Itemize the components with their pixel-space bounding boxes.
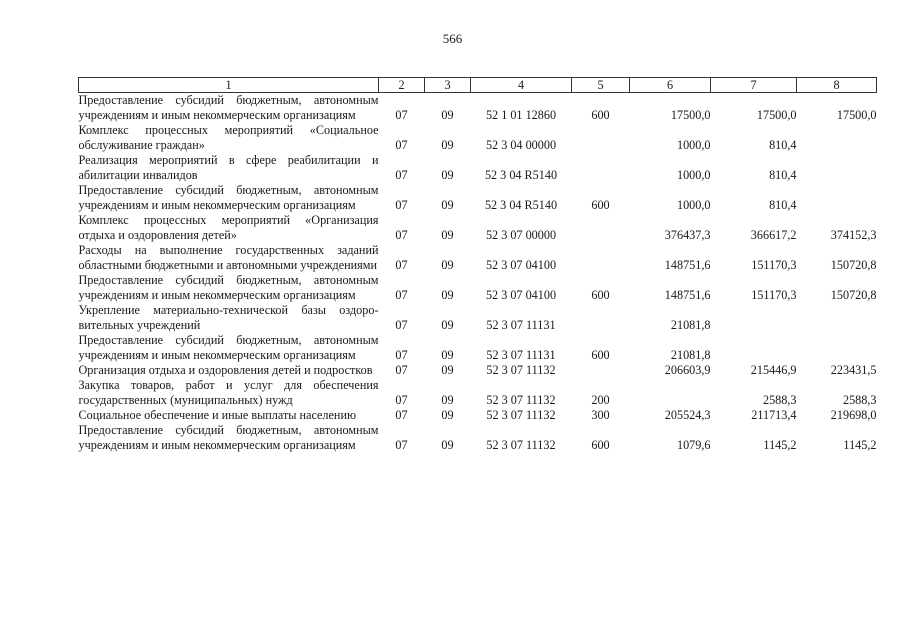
row-amount-2: 151170,3: [751, 288, 797, 302]
row-amount-1: 206603,9: [664, 363, 711, 377]
row-target-code: 52 3 04 00000: [485, 138, 557, 152]
row-target-code: 52 3 07 11132: [486, 408, 556, 422]
row-target-code: 52 1 01 12860: [485, 108, 557, 122]
row-target-code: 52 3 07 04100: [485, 288, 557, 302]
row-amount-2: 810,4: [769, 198, 797, 212]
row-amount-3: 223431,5: [830, 363, 877, 377]
row-amount-2: [711, 333, 797, 363]
row-target-code: 52 3 07 11132: [486, 393, 556, 407]
row-expense-type: [572, 303, 630, 333]
table-row: [79, 183, 877, 213]
row-expense-type: 300: [591, 408, 610, 422]
row-amount-3: 150720,8: [830, 288, 877, 302]
row-subsection: 09: [441, 408, 454, 422]
row-amount-2: 151170,3: [751, 258, 797, 272]
row-amount-3: [797, 153, 877, 183]
header-col-7: 7: [711, 78, 797, 93]
table-row: [79, 213, 877, 243]
table-row: [79, 303, 877, 333]
row-expense-type: 200: [591, 393, 610, 407]
row-name: Предоставление субсидий бюджетным, автономным учреждениям и иным некоммерческим организациям: [78, 273, 379, 302]
row-amount-3: 17500,0: [836, 108, 877, 122]
row-amount-3: 150720,8: [830, 258, 877, 272]
row-target-code: 52 3 07 11132: [486, 438, 556, 452]
row-name: Закупка товаров, работ и услуг для обеспечения государственных (муниципальных) нужд: [78, 378, 379, 407]
row-expense-type: [572, 363, 630, 378]
budget-table: [78, 77, 877, 453]
row-name: Расходы на выполнение государственных заданий областными бюджетными и автономными учреждениями: [78, 243, 379, 272]
row-subsection: 09: [441, 168, 454, 182]
table-row: [79, 378, 877, 408]
row-subsection: 09: [441, 288, 454, 302]
row-section: 07: [395, 258, 408, 272]
row-amount-1: 1000,0: [676, 198, 711, 212]
row-target-code: 52 3 07 11131: [486, 318, 556, 332]
row-name: Организация отдыха и оздоровления детей и подростков: [78, 363, 373, 377]
row-section: 07: [395, 318, 408, 332]
row-amount-3: 219698,0: [830, 408, 877, 422]
table-row: [79, 153, 877, 183]
header-col-5: 5: [572, 78, 630, 93]
table-row: [79, 363, 877, 378]
row-amount-1: 148751,6: [664, 258, 711, 272]
row-name: Реализация мероприятий в сфере реабилитации и абилитации инвалидов: [78, 153, 379, 182]
row-amount-3: [797, 333, 877, 363]
row-amount-3: [797, 303, 877, 333]
row-expense-type: [572, 153, 630, 183]
header-col-1: 1: [79, 78, 379, 93]
header-col-6: 6: [630, 78, 711, 93]
table-row: [79, 273, 877, 303]
table-row: [79, 93, 877, 124]
page-number: 566: [442, 31, 463, 46]
row-expense-type: [572, 123, 630, 153]
row-amount-2: 810,4: [769, 138, 797, 152]
row-amount-2: 2588,3: [762, 393, 797, 407]
row-subsection: 09: [441, 393, 454, 407]
row-section: 07: [395, 408, 408, 422]
header-col-8: 8: [797, 78, 877, 93]
row-name: Предоставление субсидий бюджетным, автономным учреждениям и иным некоммерческим организациям: [78, 183, 379, 212]
row-section: 07: [395, 438, 408, 452]
header-col-3: 3: [425, 78, 471, 93]
header-col-2: 2: [379, 78, 425, 93]
row-amount-2: 366617,2: [750, 228, 797, 242]
row-name: Предоставление субсидий бюджетным, автономным учреждениям и иным некоммерческим организациям: [78, 93, 379, 122]
row-subsection: 09: [441, 318, 454, 332]
row-amount-1: 148751,6: [664, 288, 711, 302]
row-subsection: 09: [441, 138, 454, 152]
row-amount-3: [797, 183, 877, 213]
table-row: [79, 243, 877, 273]
row-expense-type: 600: [591, 348, 610, 362]
row-subsection: 09: [441, 438, 454, 452]
header-col-4: 4: [471, 78, 572, 93]
row-amount-1: 1079,6: [676, 438, 711, 452]
row-subsection: 09: [441, 258, 454, 272]
row-section: 07: [395, 108, 408, 122]
row-name: Социальное обеспечение и иные выплаты населению: [78, 408, 357, 422]
row-amount-1: 21081,8: [670, 348, 711, 362]
row-expense-type: 600: [591, 108, 610, 122]
row-section: 07: [395, 168, 408, 182]
row-target-code: 52 3 07 11132: [486, 363, 556, 377]
row-section: 07: [395, 288, 408, 302]
row-target-code: 52 3 04 R5140: [484, 168, 558, 182]
row-amount-2: 17500,0: [756, 108, 797, 122]
row-amount-2: 215446,9: [750, 363, 797, 377]
row-section: 07: [395, 138, 408, 152]
row-subsection: 09: [441, 228, 454, 242]
row-amount-2: 1145,2: [763, 438, 797, 452]
row-target-code: 52 3 07 00000: [485, 228, 557, 242]
row-subsection: 09: [441, 108, 454, 122]
row-amount-3: 2588,3: [842, 393, 877, 407]
table-header-row: [79, 78, 877, 93]
row-section: 07: [395, 363, 408, 377]
row-amount-1: 1000,0: [676, 138, 711, 152]
row-name: Комплекс процессных мероприятий «Организация отдыха и оздоровления детей»: [78, 213, 379, 242]
row-amount-1: 376437,3: [664, 228, 711, 242]
table-row: [79, 408, 877, 423]
row-amount-1: 1000,0: [676, 168, 711, 182]
row-expense-type: 600: [591, 198, 610, 212]
table-row: [79, 423, 877, 453]
row-amount-3: [797, 123, 877, 153]
row-amount-2: [711, 303, 797, 333]
row-subsection: 09: [441, 363, 454, 377]
row-name: Комплекс процессных мероприятий «Социальное обслуживание граждан»: [78, 123, 379, 152]
row-section: 07: [395, 228, 408, 242]
table-row: [79, 333, 877, 363]
row-expense-type: [572, 213, 630, 243]
row-section: 07: [395, 348, 408, 362]
row-amount-2: 211713,4: [751, 408, 797, 422]
row-subsection: 09: [441, 198, 454, 212]
row-subsection: 09: [441, 348, 454, 362]
table-row: [79, 123, 877, 153]
row-target-code: 52 3 07 04100: [485, 258, 557, 272]
row-amount-3: 374152,3: [830, 228, 877, 242]
row-amount-1: 21081,8: [670, 318, 711, 332]
row-amount-3: 1145,2: [843, 438, 877, 452]
row-target-code: 52 3 07 11131: [486, 348, 556, 362]
row-expense-type: [572, 243, 630, 273]
row-name: Предоставление субсидий бюджетным, автономным учреждениям и иным некоммерческим организациям: [78, 333, 379, 362]
row-name: Предоставление субсидий бюджетным, автономным учреждениям и иным некоммерческим организациям: [78, 423, 379, 452]
row-target-code: 52 3 04 R5140: [484, 198, 558, 212]
row-amount-2: 810,4: [769, 168, 797, 182]
row-expense-type: 600: [591, 438, 610, 452]
row-amount-1: 17500,0: [670, 108, 711, 122]
row-section: 07: [395, 198, 408, 212]
row-amount-1: 205524,3: [664, 408, 711, 422]
row-name: Укрепление материально-технической базы оздоровительных учреждений: [78, 303, 379, 332]
row-amount-1: [630, 378, 711, 408]
row-expense-type: 600: [591, 288, 610, 302]
row-section: 07: [395, 393, 408, 407]
